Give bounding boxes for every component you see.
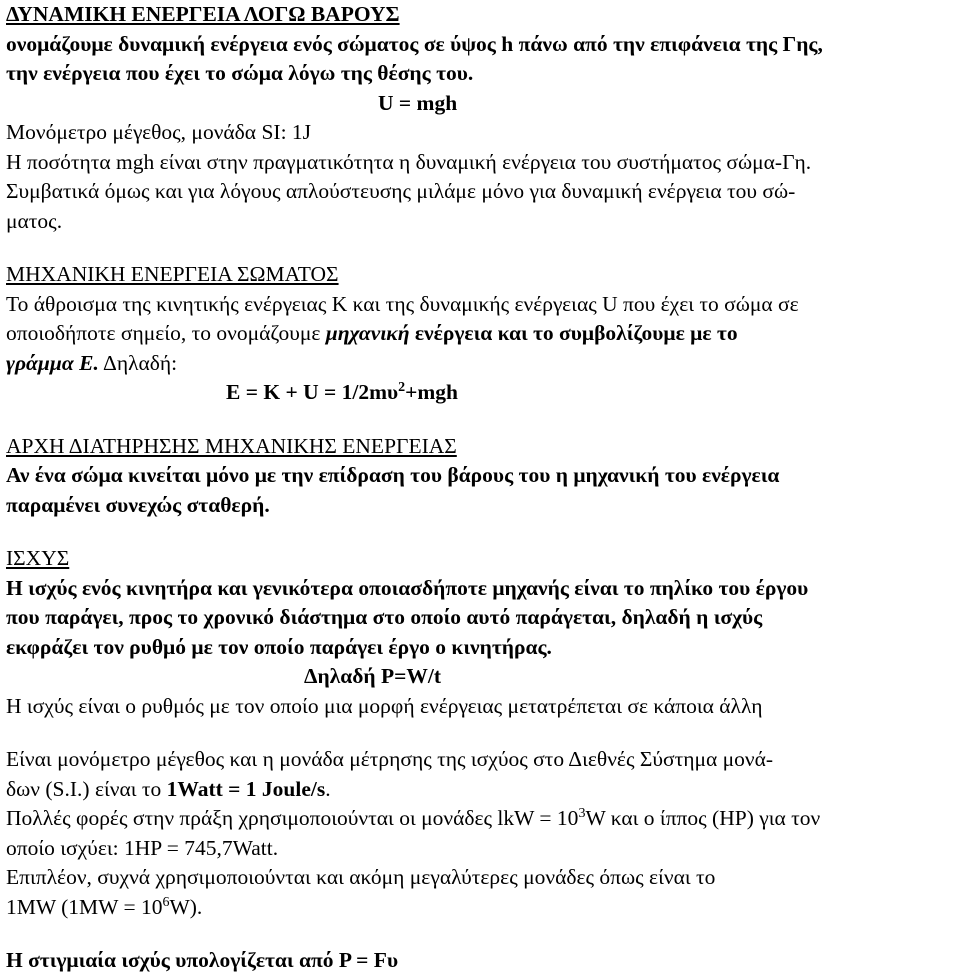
- definition-line: ονομάζουμε δυναμική ενέργεια ενός σώματος σε ύψος h πάνω από την επιφάνεια της Γης,: [6, 31, 823, 56]
- paragraph-line: Το άθροισμα της κινητικής ενέργειας Κ και της δυναμικής ενέργειας U που έχει το σώμα σε: [6, 291, 799, 316]
- paragraph-line: Η ποσότητα mgh είναι στην πραγματικότητα η δυναμική ενέργεια του συστήματος σώμα-Γη.: [6, 149, 812, 174]
- superscript: 6: [162, 894, 170, 910]
- bold-text: ενέργεια και το συμβολίζουμε με το: [409, 321, 738, 345]
- definition-line: που παράγει, προς το χρονικό διάστημα στο οποίο αυτό παράγεται, δηλαδή η ισχύς: [6, 605, 763, 629]
- paragraph-line: [6, 349, 954, 379]
- paragraph-line: [6, 319, 954, 349]
- principle-line: παραμένει συνεχώς σταθερή.: [6, 492, 270, 517]
- paragraph-line: Επιπλέον, συχνά χρησιμοποιούνται και ακόμη μεγαλύτερες μονάδες όπως είναι το: [6, 865, 716, 889]
- paragraph-line: Συμβατικά όμως και για λόγους απλούστευσης μιλάμε μόνο για δυναμική ενέργεια του σώ-: [6, 179, 796, 203]
- text-run: .: [325, 776, 331, 801]
- text-run: W).: [169, 894, 203, 919]
- section-heading-mechanical-energy: ΜΗΧΑΝΙΚΗ ΕΝΕΡΓΕΙΑ ΣΩΜΑΤΟΣ: [6, 262, 339, 286]
- paragraph-line: ματος.: [6, 208, 63, 233]
- definition-line: την ενέργεια που έχει το σώμα λόγω της θέσης του.: [6, 61, 474, 85]
- formula-part: +mgh: [405, 380, 459, 404]
- paragraph-line: Είναι μονόμετρο μέγεθος και η μονάδα μέτρησης της ισχύος στο Διεθνές Σύστημα μονά-: [6, 747, 774, 771]
- superscript: 2: [398, 379, 406, 395]
- formula-part: E = K + U = 1/2mυ: [226, 380, 399, 404]
- section-heading-conservation: ΑΡΧΗ ΔΙΑΤΗΡΗΣΗΣ ΜΗΧΑΝΙΚΗΣ ΕΝΕΡΓΕΙΑΣ: [6, 433, 457, 458]
- emphasis-text: γράμμα Ε.: [6, 350, 99, 375]
- instantaneous-power-line: Η στιγμιαία ισχύς υπολογίζεται από P = Fυ: [6, 948, 399, 972]
- text-run: W και ο ίππος (HP) για τον: [585, 806, 821, 830]
- superscript: 3: [578, 805, 586, 821]
- text-run: Δηλαδή:: [98, 350, 178, 375]
- paragraph-line: [6, 775, 954, 805]
- definition-line: εκφράζει τον ρυθμό με τον οποίο παράγει έργο ο κινητήρας.: [6, 634, 552, 659]
- principle-line: Αν ένα σώμα κινείται μόνο με την επίδραση του βάρους του η μηχανική του ενέργεια: [6, 463, 780, 487]
- emphasis-text: μηχανική: [325, 321, 410, 345]
- definition-line: Η ισχύς ενός κινητήρα και γενικότερα οποιασδήποτε μηχανής είναι το πηλίκο του έργου: [6, 575, 809, 600]
- text-run: οποιοδήποτε σημείο, το ονομάζουμε: [6, 321, 326, 345]
- text-run: Πολλές φορές στην πράξη χρησιμοποιούνται οι μονάδες lkW = 10: [6, 806, 579, 830]
- formula-potential: U = mgh: [378, 90, 458, 115]
- text-run: 1MW (1MW = 10: [6, 894, 163, 919]
- bold-text: 1Watt = 1 Joule/s: [166, 776, 326, 801]
- formula-power: Δηλαδή P=W/t: [304, 664, 442, 688]
- paragraph-line: Η ισχύς είναι ο ρυθμός με τον οποίο μια μορφή ενέργειας μετατρέπεται σε κάποια άλλη: [6, 693, 763, 718]
- formula-mechanical: [6, 378, 954, 408]
- unit-line: Μονόμετρο μέγεθος, μονάδα SI: 1J: [6, 120, 312, 144]
- text-run: δων (S.I.) είναι το: [6, 776, 167, 801]
- section-heading-potential-energy: ΔΥΝΑΜΙΚΗ ΕΝΕΡΓΕΙΑ ΛΟΓΩ ΒΑΡΟΥΣ: [6, 2, 400, 26]
- paragraph-line: [6, 804, 954, 834]
- section-heading-power: ΙΣΧΥΣ: [6, 546, 70, 570]
- paragraph-line: οποίο ισχύει: 1HP = 745,7Watt.: [6, 835, 279, 860]
- paragraph-line: [6, 893, 954, 923]
